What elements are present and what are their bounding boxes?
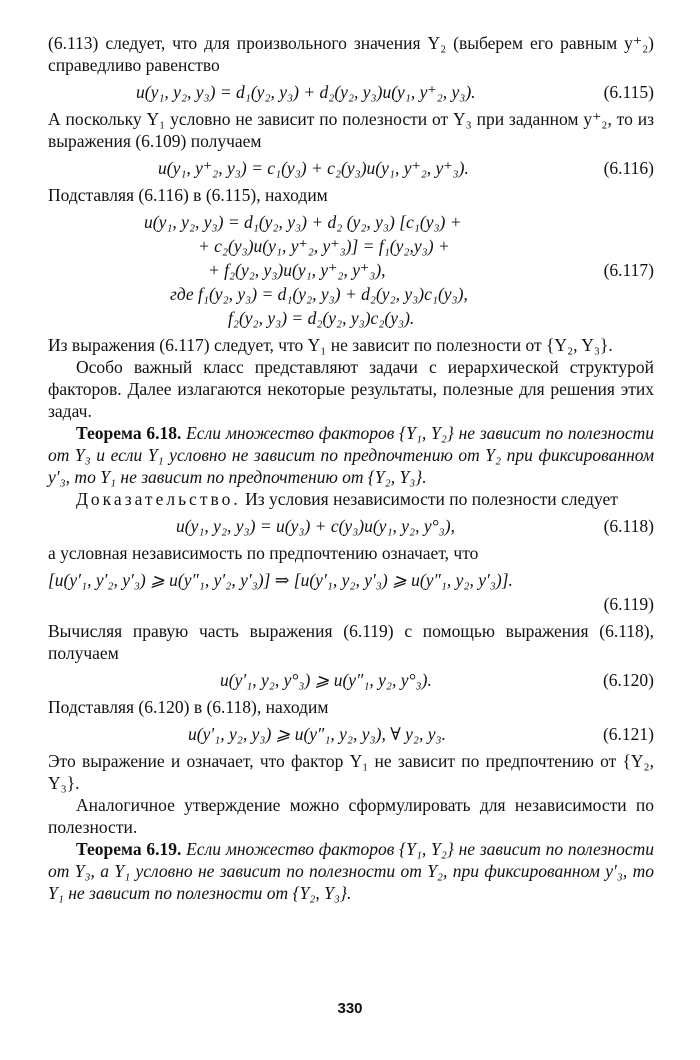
equation-6-117 bbox=[48, 210, 654, 330]
equation-line: u(y₁, y₂, y₃) = d₁(y₂, y₃) + d₂ (y₂, y₃) [c₁(y₃) + bbox=[144, 212, 462, 232]
equation-6-120 bbox=[48, 668, 654, 692]
equation-formula: u(y₁, y₂, y₃) = d₁(y₂, y₃) + d₂(y₂, y₃)u(y₁, y⁺₂, y₃). bbox=[136, 82, 476, 102]
equation-formula: [u(y′₁, y′₂, y′₃) ⩾ u(y″₁, y′₂, y′₃)] ⇒ [u(y′₁, y₂, y′₃) ⩾ u(y″₁, y₂, y′₃)]. bbox=[48, 570, 513, 590]
equation-line: f₂(y₂, y₃) = d₂(y₂, y₃)c₂(y₃). bbox=[228, 308, 415, 328]
equation-line: + c₂(y₃)u(y₁, y⁺₂, y⁺₃)] = f₁(y₂,y₃) + bbox=[198, 236, 450, 256]
equation-number: (6.117) bbox=[603, 260, 654, 280]
equation-formula: u(y′₁, y₂, y°₃) ⩾ u(y″₁, y₂, y°₃). bbox=[220, 670, 432, 690]
equation-6-118 bbox=[48, 514, 654, 538]
equation-number: (6.119) bbox=[603, 594, 654, 614]
page-body bbox=[48, 32, 654, 904]
equation-number: (6.115) bbox=[603, 82, 654, 102]
equation-6-115 bbox=[48, 80, 654, 104]
equation-6-121 bbox=[48, 722, 654, 746]
equation-number: (6.120) bbox=[602, 670, 654, 690]
paragraph-conclusion-1: Из выражения (6.117) следует, что Y₁ не зависит по полезности от {Y₂, Y₃}. bbox=[48, 335, 613, 355]
paragraph-substitute-2: Подставляя (6.120) в (6.118), находим bbox=[48, 697, 329, 717]
equation-formula: u(y₁, y₂, y₃) = u(y₃) + c(y₃)u(y₁, y₂, y°₃), bbox=[176, 516, 455, 536]
theorem-text: Если множество факторов {Y₁, Y₂} не зависит по полезности от Y₃, а Y₁ условно не зависит по полезности от Y₂, при фиксированном y′₃, то Y₁ не зависит по полезности от {Y₂, Y₃}. bbox=[48, 839, 655, 903]
equation-formula: u(y′₁, y₂, y₃) ⩾ u(y″₁, y₂, y₃), ∀ y₂, y₃. bbox=[188, 724, 446, 744]
equation-formula: u(y₁, y⁺₂, y₃) = c₁(y₃) + c₂(y₃)u(y₁, y⁺₂, y⁺₃). bbox=[158, 158, 469, 178]
equation-line: + f₂(y₂, y₃)u(y₁, y⁺₂, y⁺₃), bbox=[208, 260, 386, 280]
theorem-6-18 bbox=[48, 422, 654, 488]
paragraph-intro: (6.113) следует, что для произвольного значения Y₂ (выберем его равным y⁺₂) справедливо равенство bbox=[48, 33, 654, 75]
paragraph-conditional: А поскольку Y₁ условно не зависит по полезности от Y₃ при заданном y⁺₂, то из выражения (6.109) получаем bbox=[48, 109, 654, 151]
theorem-label: Теорема 6.18. bbox=[76, 423, 182, 443]
theorem-text: Если множество факторов {Y₁, Y₂} не зависит по полезности от Y₃ и если Y₁ условно не зависит по предпочтению от Y₂ при фиксированном y′₃, то Y₁ не зависит по предпочтению от {Y₂, Y₃}. bbox=[48, 423, 655, 487]
paragraph-analogous: Аналогичное утверждение можно сформулировать для независимости по полезности. bbox=[48, 795, 654, 837]
paragraph-computing: Вычисляя правую часть выражения (6.119) с помощью выражения (6.118), получаем bbox=[48, 621, 654, 663]
proof-paragraph bbox=[48, 488, 654, 510]
paragraph-conditional-independence: а условная независимость по предпочтению означает, что bbox=[48, 543, 479, 563]
equation-number: (6.118) bbox=[603, 516, 654, 536]
theorem-label: Теорема 6.19. bbox=[76, 839, 182, 859]
page-number: 330 bbox=[337, 1000, 363, 1017]
paragraph-substitute-1: Подставляя (6.116) в (6.115), находим bbox=[48, 185, 328, 205]
paragraph-hierarchy: Особо важный класс представляют задачи с иерархической структурой факторов. Далее излагаются некоторые результаты, полезные для решения этих задач. bbox=[48, 357, 654, 421]
proof-label: Доказательство. bbox=[76, 489, 241, 509]
paragraph-conclusion-2: Это выражение и означает, что фактор Y₁ не зависит по предпочтению от {Y₂, Y₃}. bbox=[48, 751, 654, 793]
equation-number: (6.121) bbox=[602, 724, 654, 744]
equation-line: где f₁(y₂, y₃) = d₁(y₂, y₃) + d₂(y₂, y₃)c₁(y₃), bbox=[170, 284, 468, 304]
proof-text: Из условия независимости по полезности следует bbox=[245, 489, 618, 509]
equation-6-119 bbox=[48, 568, 654, 616]
theorem-6-19 bbox=[48, 838, 654, 904]
equation-number: (6.116) bbox=[603, 158, 654, 178]
equation-6-116 bbox=[48, 156, 654, 180]
